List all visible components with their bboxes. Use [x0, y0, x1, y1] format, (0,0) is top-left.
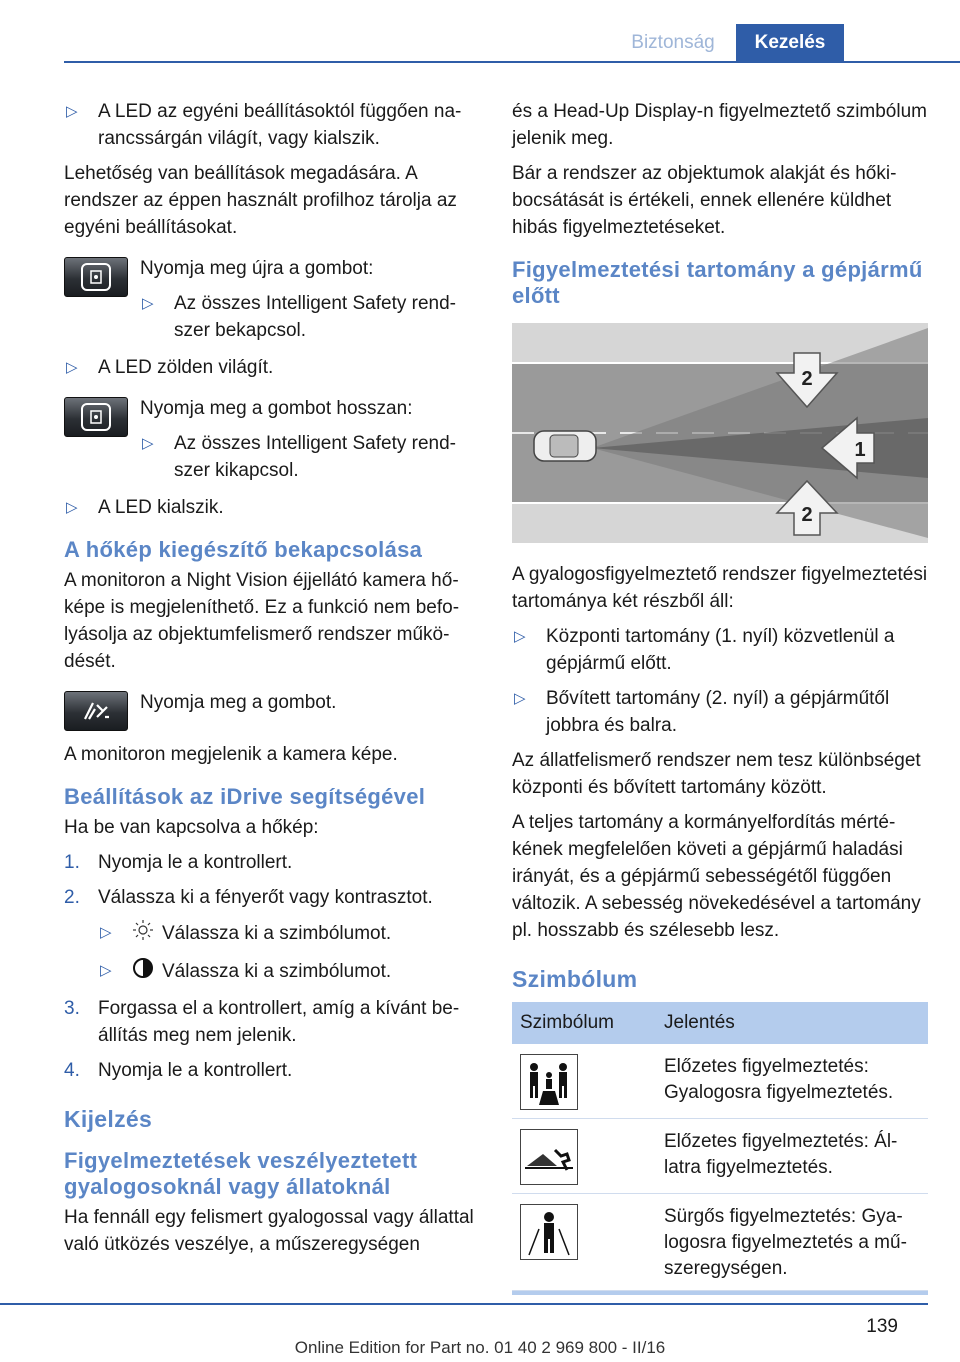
- heading-warnings: Figyelmeztetések veszélyeztetett gyalogosoknál vagy állatoknál: [64, 1148, 418, 1199]
- col-header-symbol: Szimbólum: [512, 1002, 656, 1044]
- meaning-text: Előzetes figyelmeztetés: Gyalogosra figyelmeztetés.: [656, 1044, 928, 1119]
- triangle-bullet-icon: ▷: [66, 499, 78, 516]
- header-rule: [64, 61, 960, 63]
- table-header: [512, 1002, 928, 1044]
- bullet-all-on: [140, 290, 480, 344]
- heading-idrive: Beállítások az iDrive segítségével: [64, 784, 426, 809]
- right-column: [512, 98, 928, 1295]
- paragraph-false-warnings: Bár a rendszer az objektumok alakját és hőkibocsátását is értékeli, ennek ellenére küldhet hibás figyelmeztetéseket.: [512, 163, 897, 238]
- tab-biztonsag[interactable]: Biztonság: [631, 32, 715, 53]
- step-number: 2.: [64, 887, 80, 908]
- step-text: Nyomja le a kontrollert.: [98, 1060, 293, 1081]
- triangle-bullet-icon: ▷: [142, 435, 154, 452]
- step-text: Forgassa el a kontrollert, amíg a kívánt beállítás meg nem jelenik.: [98, 998, 460, 1046]
- svg-text:1: 1: [854, 439, 866, 461]
- svg-text:2: 2: [801, 504, 813, 526]
- bullet-text: A LED kialszik.: [98, 497, 224, 518]
- bullet-text: A LED zölden világít.: [98, 357, 274, 378]
- symbol-table: [512, 1002, 928, 1291]
- triangle-bullet-icon: ▷: [66, 359, 78, 376]
- pedestrians-warning-icon: [520, 1054, 578, 1110]
- bullet-extended-range: [512, 685, 928, 739]
- bullet-text: Központi tartomány (1. nyíl) közvetlenül a gépjármű előtt.: [546, 626, 895, 674]
- heading-symbol: Szimbólum: [512, 966, 638, 992]
- step-2: [64, 884, 480, 911]
- paragraph-settings: Lehetőség van beállítások megadására. A rendszer az éppen használt profilhoz tárolja az egyéni beállításokat.: [64, 163, 457, 238]
- paragraph-idrive: Ha be van kapcsolva a hőkép:: [64, 817, 319, 838]
- paragraph-range-parts: A gyalogosfigyelmeztető rendszer figyelmeztetési tartománya két részből áll:: [512, 564, 928, 612]
- bullet-led-off: [64, 494, 480, 521]
- svg-text:2: 2: [801, 368, 813, 390]
- instruction-text: Nyomja meg a gombot hosszan:: [140, 398, 413, 419]
- step-text: Nyomja le a kontrollert.: [98, 852, 293, 873]
- animal-warning-icon: [520, 1129, 578, 1185]
- triangle-bullet-icon: ▷: [100, 962, 112, 979]
- car-icon: [534, 431, 596, 461]
- bullet-text: A LED az egyéni beállításoktól függően narancssárgán világít, vagy kialszik.: [98, 101, 462, 149]
- step-number: 1.: [64, 852, 80, 873]
- button-instruction-3: [64, 689, 480, 731]
- step-1: [64, 849, 480, 876]
- col-header-meaning: Jelentés: [656, 1002, 928, 1044]
- bullet-led-green: [64, 354, 480, 381]
- bullet-all-off: [140, 430, 480, 484]
- heading-thermal: A hőkép kiegészítő bekapcsolása: [64, 537, 423, 562]
- bullet-led-orange: [64, 98, 480, 152]
- button-instruction-1: [64, 255, 480, 344]
- button-instruction-2: [64, 395, 480, 484]
- instruction-text: Nyomja meg a gombot.: [140, 692, 337, 713]
- table-bottom-rule: [512, 1291, 928, 1295]
- meaning-text: Előzetes figyelmeztetés: Állatra figyelmeztetés.: [656, 1119, 928, 1194]
- triangle-bullet-icon: ▷: [100, 924, 112, 941]
- safety-button-icon: [64, 397, 128, 437]
- footer-rule: [0, 1303, 928, 1305]
- substep-text: Válassza ki a szimbólumot.: [162, 961, 392, 983]
- edition-footer: Online Edition for Part no. 01 40 2 969 800 - II/16: [294, 1338, 666, 1357]
- triangle-bullet-icon: ▷: [514, 628, 526, 645]
- warning-range-figure: [512, 323, 928, 543]
- bullet-text: Az összes Intelligent Safety rendszer bekapcsol.: [174, 293, 456, 341]
- paragraph-thermal: A monitoron a Night Vision éjjellátó kamera hőképe is megjeleníthető. Ez a funkció nem befolyásolja az objektumfelismerő rendszer működését.: [64, 570, 460, 672]
- substep-brightness: [98, 919, 480, 949]
- step-text: Válassza ki a fényerőt vagy kontrasztot.: [98, 887, 433, 908]
- bullet-text: Bővített tartomány (2. nyíl) a gépjárműtől jobbra és balra.: [546, 688, 890, 736]
- instruction-text: Nyomja meg újra a gombot:: [140, 258, 374, 279]
- table-row: [512, 1044, 928, 1119]
- tab-kezeles[interactable]: Kezelés: [736, 24, 844, 62]
- triangle-bullet-icon: ▷: [66, 103, 78, 120]
- heading-warning-range: Figyelmeztetési tartomány a gépjármű előtt: [512, 257, 923, 308]
- triangle-bullet-icon: ▷: [142, 295, 154, 312]
- step-number: 3.: [64, 998, 80, 1019]
- triangle-bullet-icon: ▷: [514, 690, 526, 707]
- table-row: [512, 1194, 928, 1291]
- contrast-icon: [132, 957, 156, 987]
- substep-text: Válassza ki a szimbólumot.: [162, 923, 392, 945]
- bullet-central-range: [512, 623, 928, 677]
- step-3: [64, 995, 480, 1049]
- paragraph-warnings: Ha fennáll egy felismert gyalogossal vagy állattal való ütközés veszélye, a műszeregységen: [64, 1207, 474, 1255]
- brightness-icon: [132, 919, 156, 949]
- safety-button-icon: [64, 257, 128, 297]
- step-number: 4.: [64, 1060, 80, 1081]
- left-column: [64, 98, 480, 1266]
- pedestrian-urgent-icon: [520, 1204, 578, 1260]
- table-row: [512, 1119, 928, 1194]
- page-number: 139: [866, 1316, 898, 1337]
- paragraph-animal: Az állatfelismerő rendszer nem tesz különbséget központi és bővített tartomány között.: [512, 750, 921, 798]
- substep-contrast: [98, 957, 480, 987]
- paragraph-hud: és a Head-Up Display-n figyelmeztető szimbólum jelenik meg.: [512, 101, 927, 149]
- step-4: [64, 1057, 480, 1084]
- meaning-text: Sürgős figyelmeztetés: Gyalogosra figyelmeztetés a műszeregységen.: [656, 1194, 928, 1291]
- paragraph-steering: A teljes tartomány a kormányelfordítás mértékének megfelelően követi a gépjármű haladási irányát, és a gépjármű sebességétől függően változik. A sebesség növekedésével a tartomány pl. hosszabb és szélesebb lesz.: [512, 812, 921, 941]
- heading-display: Kijelzés: [64, 1106, 153, 1132]
- paragraph-camera: A monitoron megjelenik a kamera képe.: [64, 744, 398, 765]
- bullet-text: Az összes Intelligent Safety rendszer kikapcsol.: [174, 433, 456, 481]
- night-vision-button-icon: [64, 691, 128, 731]
